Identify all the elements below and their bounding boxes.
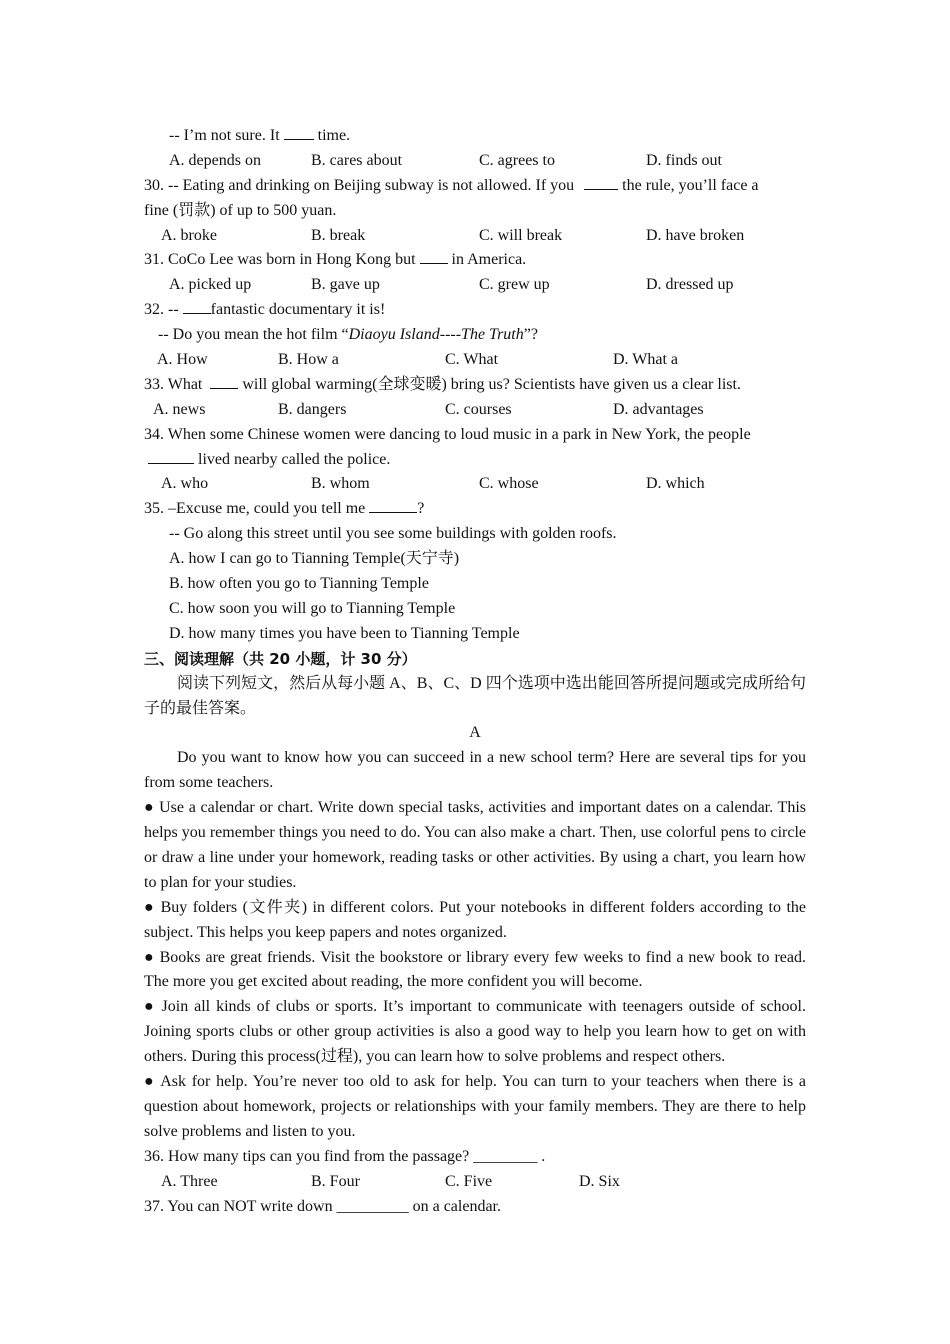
q30-line1-tail: the rule, you’ll face a xyxy=(618,176,759,194)
q36-option-a: A. Three xyxy=(161,1172,218,1190)
q34-option-c: C. whose xyxy=(479,475,539,493)
q35-line xyxy=(144,497,806,522)
q31-blank xyxy=(420,249,448,264)
q33-option-a: A. news xyxy=(153,400,206,418)
q30-option-d: D. have broken xyxy=(646,226,745,244)
q34-line1: 34. When some Chinese women were dancing to loud music in a park in New York, the people xyxy=(144,425,751,443)
q29-option-a: A. depends on xyxy=(169,151,261,169)
q35-option-c: C. how soon you will go to Tianning Temple xyxy=(169,599,456,617)
q34-line2 xyxy=(144,448,806,473)
q37-line: 37. You can NOT write down _________ on a calendar. xyxy=(144,1197,501,1215)
q35-option-a: A. how I can go to Tianning Temple(天宁寺) xyxy=(169,550,460,568)
passage-intro: Do you want to know how you can succeed in a new school term? Here are several tips for you from some teachers. xyxy=(144,749,806,792)
q36-options xyxy=(144,1170,806,1195)
q35-prefix: 35. –Excuse me, could you tell me xyxy=(144,500,370,518)
q29-blank xyxy=(284,125,314,140)
q32-prefix: 32. -- xyxy=(144,301,183,319)
q31-prefix: 31. CoCo Lee was born in Hong Kong but xyxy=(144,251,420,269)
q35-option-b: B. how often you go to Tianning Temple xyxy=(169,575,429,593)
q34-option-a: A. who xyxy=(161,475,209,493)
q32-reply-suffix: ”? xyxy=(523,326,538,344)
q32-blank xyxy=(183,299,211,314)
q34-blank xyxy=(148,449,194,464)
passage-tip-folders: ● Buy folders (文件夹) in different colors. Put your notebooks in different folders according to the subject. This helps you keep papers and notes organized. xyxy=(144,898,806,941)
passage-label: A xyxy=(469,724,481,742)
q32-film-title-b: The Truth xyxy=(461,326,524,344)
q31-option-d: D. dressed up xyxy=(646,276,734,294)
q32-option-b: B. How a xyxy=(278,351,339,369)
q29-answer-suffix: time. xyxy=(313,127,351,144)
q35-reply: -- Go along this street until you see some buildings with golden roofs. xyxy=(169,525,617,543)
q29-answer-line xyxy=(144,124,806,149)
exam-page xyxy=(144,124,806,1219)
q29-option-c: C. agrees to xyxy=(479,151,555,169)
q35-option-d: D. how many times you have been to Tianning Temple xyxy=(169,624,520,642)
section3-heading: 三、阅读理解（共 20 小题，计 30 分） xyxy=(144,649,417,668)
q32-option-a: A. How xyxy=(157,351,208,369)
q33-option-c: C. courses xyxy=(445,400,512,418)
q32-options xyxy=(144,348,806,373)
q30-options xyxy=(144,224,806,249)
q34-option-b: B. whom xyxy=(311,475,370,493)
q33-line xyxy=(144,373,806,398)
q32-film-separator: ---- xyxy=(439,326,462,344)
q32-line xyxy=(144,298,806,323)
q36-line: 36. How many tips can you find from the passage? ________ . xyxy=(144,1147,546,1165)
passage-tip-ask-help: ● Ask for help. You’re never too old to ask for help. You can turn to your teachers when there is a question about homework, projects or relationships with your family members. They are there to help solve problems and listen to you. xyxy=(144,1073,806,1140)
q33-options xyxy=(144,398,806,423)
q30-option-b: B. break xyxy=(311,226,366,244)
q36-option-c: C. Five xyxy=(445,1172,493,1190)
passage-tip-clubs: ● Join all kinds of clubs or sports. It’s important to communicate with teenagers outside of school. Joining sports clubs or other group activities is also a good way to help you learn how to get on with others. During this process(过程), you can learn how to solve problems and respect others. xyxy=(144,998,806,1066)
q31-options xyxy=(144,273,806,298)
q32-option-c: C. What xyxy=(445,351,499,369)
q30-line1 xyxy=(144,174,806,199)
q29-option-d: D. finds out xyxy=(646,151,722,169)
q32-reply-line xyxy=(144,323,806,348)
q34-line2-suffix: lived nearby called the police. xyxy=(194,450,391,468)
q29-option-b: B. cares about xyxy=(311,151,403,169)
q36-option-b: B. Four xyxy=(311,1172,360,1190)
q31-option-c: C. grew up xyxy=(479,276,550,294)
q29-options xyxy=(144,149,806,174)
passage-tip-books: ● Books are great friends. Visit the bookstore or library every few weeks to find a new book to read. The more you get excited about reading, the more confident you will become. xyxy=(144,948,806,991)
q33-blank xyxy=(210,374,238,389)
q32-reply-prefix: -- Do you mean the hot film “ xyxy=(158,326,349,344)
q34-options xyxy=(144,472,806,497)
q31-line xyxy=(144,248,806,273)
q34-option-d: D. which xyxy=(646,475,705,493)
q33-option-b: B. dangers xyxy=(278,400,347,418)
q31-suffix: in America. xyxy=(447,251,527,269)
q30-line1-text: 30. -- Eating and drinking on Beijing subway is not allowed. If you xyxy=(144,176,579,194)
q30-line2: fine (罚款) of up to 500 yuan. xyxy=(144,201,337,219)
q33-suffix: will global warming(全球变暖) bring us? Scientists have given us a clear list. xyxy=(238,375,741,393)
q30-option-c: C. will break xyxy=(479,226,563,244)
q29-answer-prefix: -- I’m not sure. It xyxy=(169,127,284,144)
q36-option-d: D. Six xyxy=(579,1172,620,1190)
q31-option-b: B. gave up xyxy=(311,276,380,294)
section3-instruction: 阅读下列短文，然后从每小题 A、B、C、D 四个选项中选出能回答所提问题或完成所给句子的最佳答案。 xyxy=(144,674,806,717)
passage-tip-calendar: ● Use a calendar or chart. Write down special tasks, activities and important dates on a calendar. This helps you remember things you need to do. You can also make a chart. Then, use colorful pens to circle or draw a line under your homework, reading tasks or other activities. By using a chart, you learn how to plan for your studies. xyxy=(144,799,806,891)
q33-prefix: 33. What xyxy=(144,375,207,393)
q30-blank xyxy=(584,175,618,190)
q35-suffix: ? xyxy=(417,500,425,518)
q31-option-a: A. picked up xyxy=(169,276,252,294)
q32-option-d: D. What a xyxy=(613,351,679,369)
q33-option-d: D. advantages xyxy=(613,400,704,418)
q32-suffix: fantastic documentary it is! xyxy=(210,301,386,319)
q30-option-a: A. broke xyxy=(161,226,217,244)
q35-blank xyxy=(369,498,417,513)
q32-film-title-a: Diaoyu Island xyxy=(348,326,440,344)
